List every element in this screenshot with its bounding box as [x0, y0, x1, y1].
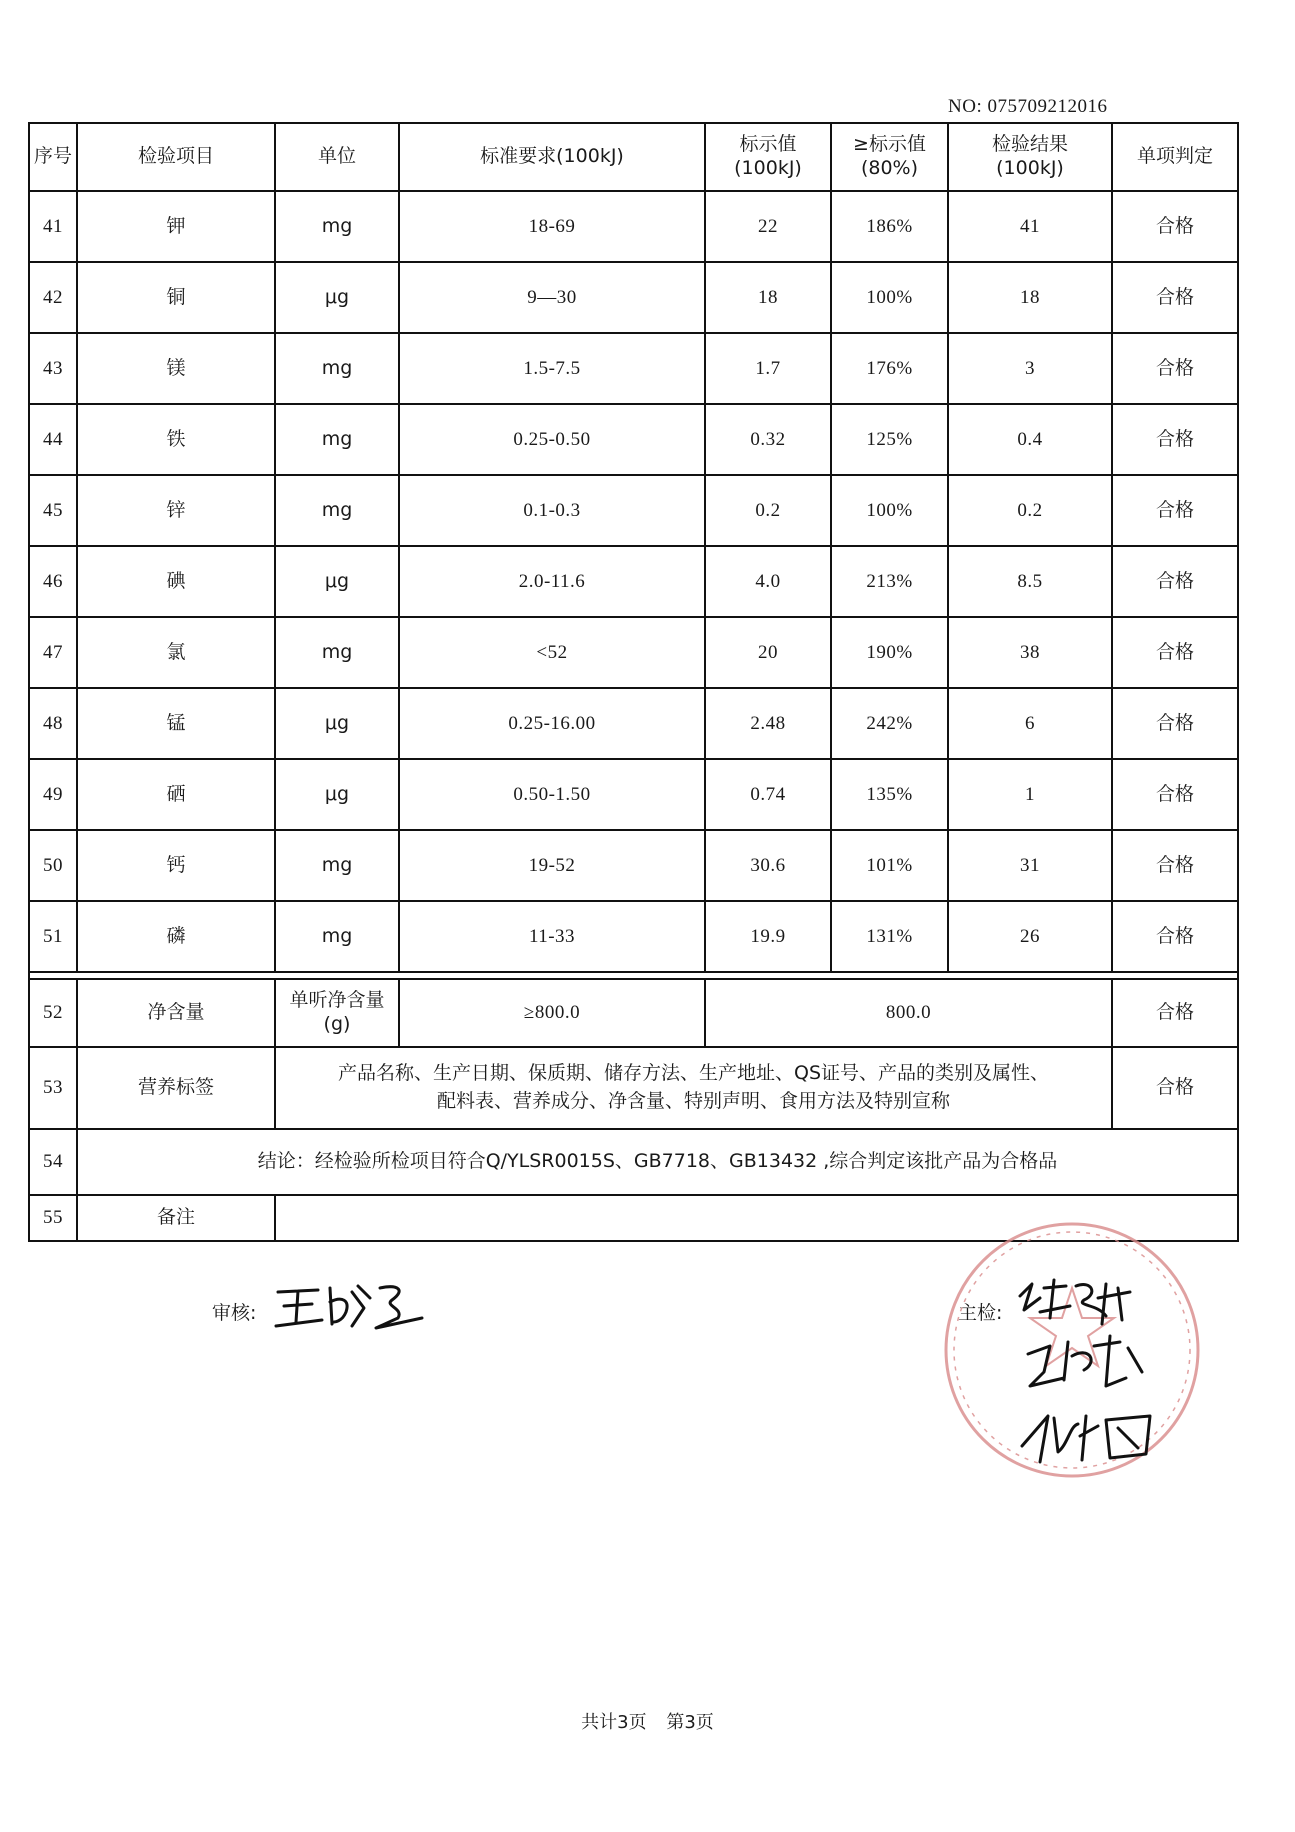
cell-percent: 131% — [831, 901, 948, 972]
cell-label-value: 2.48 — [705, 688, 831, 759]
cell-result: 6 — [948, 688, 1112, 759]
cell-verdict: 合格 — [1112, 901, 1238, 972]
cell-item: 净含量 — [77, 979, 275, 1047]
cell-verdict: 合格 — [1112, 546, 1238, 617]
cell-no: 55 — [29, 1195, 77, 1241]
column-header: 标准要求(100kJ) — [399, 123, 705, 191]
table-row — [29, 617, 1238, 688]
column-header: ≥标示值 (80%) — [831, 123, 948, 191]
cell-percent: 242% — [831, 688, 948, 759]
cell-label-value: 0.2 — [705, 475, 831, 546]
column-header: 单项判定 — [1112, 123, 1238, 191]
inspection-table — [28, 122, 1239, 1242]
page-footer: 共计3页 第3页 — [581, 1712, 714, 1733]
cell-percent: 135% — [831, 759, 948, 830]
cell-unit: mg — [275, 191, 399, 262]
document-number: NO: 075709212016 — [948, 96, 1108, 117]
cell-unit: mg — [275, 404, 399, 475]
cell-item: 氯 — [77, 617, 275, 688]
table-row — [29, 830, 1238, 901]
cell-verdict: 合格 — [1112, 475, 1238, 546]
cell-unit: mg — [275, 333, 399, 404]
cell-label-value: 19.9 — [705, 901, 831, 972]
cell-item: 碘 — [77, 546, 275, 617]
cell-unit: μg — [275, 759, 399, 830]
cell-standard: 1.5-7.5 — [399, 333, 705, 404]
cell-standard: 2.0-11.6 — [399, 546, 705, 617]
cell-standard: 9—30 — [399, 262, 705, 333]
cell-standard: 18-69 — [399, 191, 705, 262]
cell-no: 43 — [29, 333, 77, 404]
cell-verdict: 合格 — [1112, 262, 1238, 333]
table-row — [29, 404, 1238, 475]
table-row — [29, 191, 1238, 262]
cell-standard: 19-52 — [399, 830, 705, 901]
cell-label-content: 产品名称、生产日期、保质期、储存方法、生产地址、QS证号、产品的类别及属性、 配料表、营养成分、净含量、特别声明、食用方法及特别宣称 — [275, 1047, 1112, 1129]
table-row — [29, 979, 1238, 1047]
table-separator — [29, 972, 1238, 979]
cell-percent: 213% — [831, 546, 948, 617]
table-row — [29, 1047, 1238, 1129]
cell-unit: mg — [275, 901, 399, 972]
cell-result: 41 — [948, 191, 1112, 262]
cell-verdict: 合格 — [1112, 333, 1238, 404]
cell-result: 800.0 — [705, 979, 1112, 1047]
cell-no: 54 — [29, 1129, 77, 1195]
cell-verdict: 合格 — [1112, 404, 1238, 475]
cell-item: 钙 — [77, 830, 275, 901]
separator-cell — [29, 972, 1238, 979]
cell-percent: 100% — [831, 475, 948, 546]
cell-unit: mg — [275, 830, 399, 901]
cell-item: 镁 — [77, 333, 275, 404]
cell-standard: ≥800.0 — [399, 979, 705, 1047]
cell-label-value: 20 — [705, 617, 831, 688]
cell-item: 硒 — [77, 759, 275, 830]
column-header: 检验结果 (100kJ) — [948, 123, 1112, 191]
cell-no: 44 — [29, 404, 77, 475]
column-header: 序号 — [29, 123, 77, 191]
cell-no: 41 — [29, 191, 77, 262]
cell-item: 营养标签 — [77, 1047, 275, 1129]
inspector-signatures — [1010, 1276, 1170, 1471]
cell-item: 铁 — [77, 404, 275, 475]
cell-item: 磷 — [77, 901, 275, 972]
column-header: 检验项目 — [77, 123, 275, 191]
cell-standard: 0.25-0.50 — [399, 404, 705, 475]
reviewer-label: 审核: — [212, 1302, 257, 1324]
cell-verdict: 合格 — [1112, 191, 1238, 262]
cell-standard: 11-33 — [399, 901, 705, 972]
table-row — [29, 333, 1238, 404]
cell-label-value: 0.32 — [705, 404, 831, 475]
cell-result: 26 — [948, 901, 1112, 972]
table-header-row — [29, 123, 1238, 191]
cell-unit: μg — [275, 688, 399, 759]
cell-verdict: 合格 — [1112, 830, 1238, 901]
table-row — [29, 262, 1238, 333]
cell-no: 49 — [29, 759, 77, 830]
cell-item: 钾 — [77, 191, 275, 262]
cell-result: 1 — [948, 759, 1112, 830]
cell-standard: 0.25-16.00 — [399, 688, 705, 759]
cell-result: 0.2 — [948, 475, 1112, 546]
cell-result: 18 — [948, 262, 1112, 333]
cell-no: 45 — [29, 475, 77, 546]
cell-item: 铜 — [77, 262, 275, 333]
cell-result: 31 — [948, 830, 1112, 901]
cell-label-value: 18 — [705, 262, 831, 333]
cell-verdict: 合格 — [1112, 1047, 1238, 1129]
cell-label-value: 0.74 — [705, 759, 831, 830]
cell-label-value: 30.6 — [705, 830, 831, 901]
cell-unit: μg — [275, 546, 399, 617]
cell-no: 50 — [29, 830, 77, 901]
cell-percent: 100% — [831, 262, 948, 333]
cell-no: 48 — [29, 688, 77, 759]
cell-no: 42 — [29, 262, 77, 333]
cell-label-value: 1.7 — [705, 333, 831, 404]
cell-verdict: 合格 — [1112, 617, 1238, 688]
cell-no: 51 — [29, 901, 77, 972]
cell-unit: mg — [275, 617, 399, 688]
cell-percent: 125% — [831, 404, 948, 475]
cell-no: 46 — [29, 546, 77, 617]
table-row — [29, 901, 1238, 972]
cell-conclusion: 结论：经检验所检项目符合Q/YLSR0015S、GB7718、GB13432 ,综合判定该批产品为合格品 — [77, 1129, 1238, 1195]
column-header: 单位 — [275, 123, 399, 191]
cell-percent: 101% — [831, 830, 948, 901]
cell-label-value: 4.0 — [705, 546, 831, 617]
inspector-label: 主检: — [958, 1302, 1003, 1324]
table-row — [29, 688, 1238, 759]
cell-standard: 0.50-1.50 — [399, 759, 705, 830]
cell-verdict: 合格 — [1112, 759, 1238, 830]
cell-item: 锰 — [77, 688, 275, 759]
column-header: 标示值 (100kJ) — [705, 123, 831, 191]
table-row — [29, 546, 1238, 617]
cell-standard: 0.1-0.3 — [399, 475, 705, 546]
reviewer-signature — [272, 1278, 432, 1340]
cell-percent: 176% — [831, 333, 948, 404]
cell-result: 0.4 — [948, 404, 1112, 475]
cell-result: 8.5 — [948, 546, 1112, 617]
cell-verdict: 合格 — [1112, 979, 1238, 1047]
cell-no: 52 — [29, 979, 77, 1047]
cell-percent: 190% — [831, 617, 948, 688]
table-row — [29, 759, 1238, 830]
cell-result: 38 — [948, 617, 1112, 688]
cell-no: 53 — [29, 1047, 77, 1129]
table-row — [29, 475, 1238, 546]
table-row — [29, 1129, 1238, 1195]
cell-percent: 186% — [831, 191, 948, 262]
cell-item: 锌 — [77, 475, 275, 546]
cell-item: 备注 — [77, 1195, 275, 1241]
cell-unit: mg — [275, 475, 399, 546]
cell-label-value: 22 — [705, 191, 831, 262]
cell-no: 47 — [29, 617, 77, 688]
cell-verdict: 合格 — [1112, 688, 1238, 759]
cell-unit: μg — [275, 262, 399, 333]
item-rows — [29, 191, 1238, 972]
cell-result: 3 — [948, 333, 1112, 404]
cell-unit: 单听净含量 (g) — [275, 979, 399, 1047]
cell-standard: <52 — [399, 617, 705, 688]
